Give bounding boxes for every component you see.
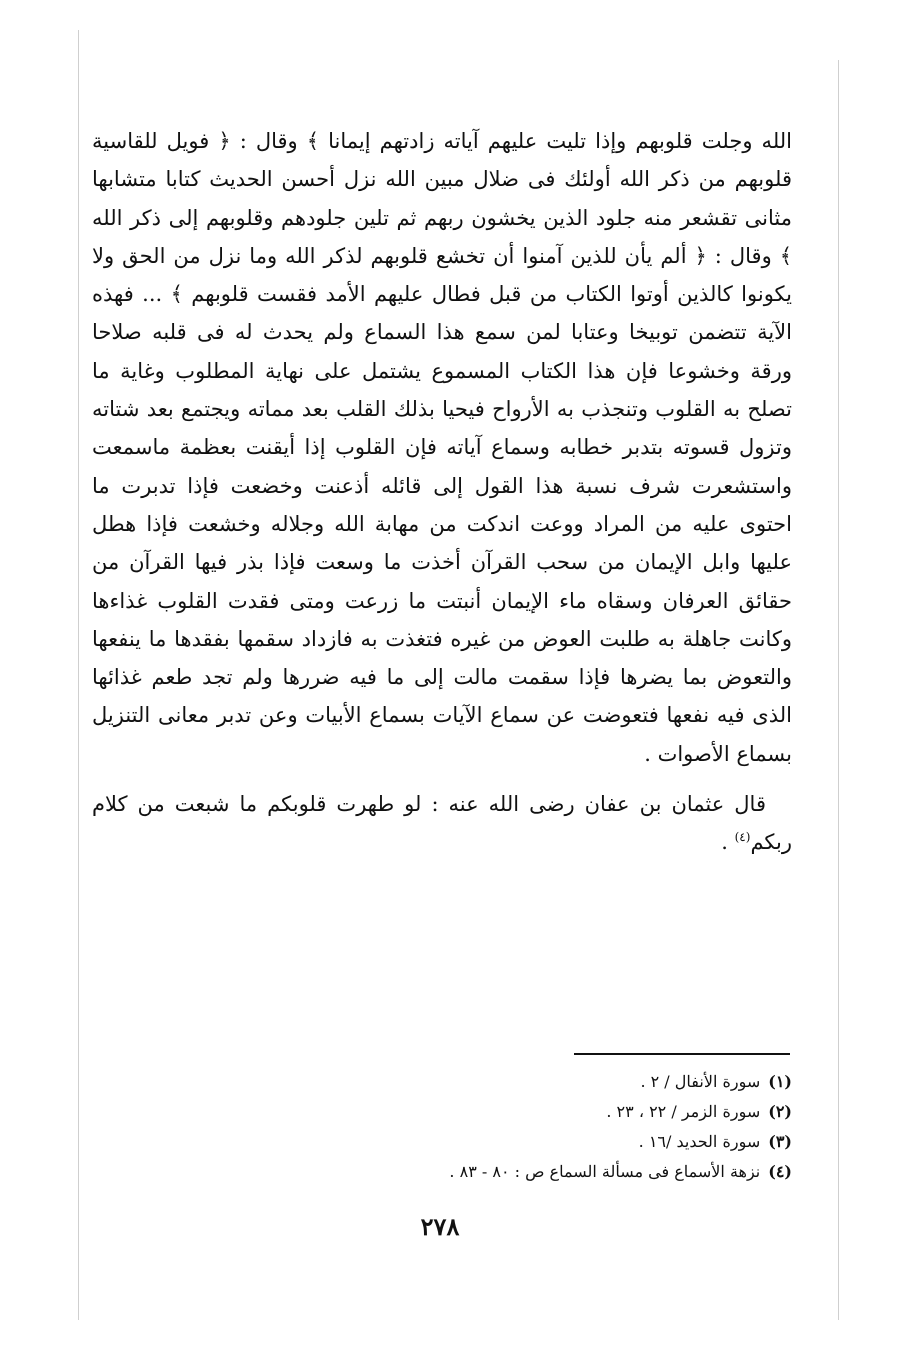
main-text: [92, 122, 792, 862]
footnote: [192, 1067, 792, 1097]
footnote-divider: [574, 1053, 790, 1055]
scan-artifact-line: [838, 60, 839, 1320]
footnote-ref: (٤): [734, 830, 751, 845]
footnote-text: سورة الحديد /١٦ .: [638, 1132, 761, 1151]
footnote-number: (١): [768, 1072, 792, 1091]
footnote-number: (٤): [768, 1162, 792, 1181]
page-number: ٢٧٨: [420, 1212, 460, 1241]
footnote-number: (٣): [768, 1132, 792, 1151]
paragraph: [92, 122, 792, 773]
footnote-text: نزهة الأسماع فى مسألة السماع ص : ٨٠ - ٨٣ .: [449, 1162, 761, 1181]
paragraph-text: الله وجلت قلوبهم وإذا تليت عليهم آياته زادتهم إيمانا ﴾ وقال : ﴿ فويل للقاسية قلوبهم من ذكر الله أولئك فى ضلال مبين الله نزل أحسن الحديث كتابا متشابها مثانى تقشعر منه جلود الذين يخشون ربهم ثم تلين جلودهم وقلوبهم إلى ذكر الله ﴾ وقال : ﴿ ألم يأن للذين آمنوا أن تخشع قلوبهم لذكر الله وما نزل من الحق ولا يكونوا كالذين أوتوا الكتاب من قبل فطال عليهم الأمد فقست قلوبهم ﴾ ... فهذه الآية تتضمن توبيخا وعتابا لمن سمع هذا السماع ولم يحدث له فى قلبه صلاحا ورقة وخشوعا فإن هذا الكتاب المسموع يشتمل على نهاية المطلوب وغاية ما تصلح به القلوب وتنجذب به الأرواح فيحيا بذلك القلب بعد مماته ويجتمع بعد شتاته وتزول قسوته بتدبر خطابه وسماع آياته فإن القلوب إذا أيقنت بعظمة ماسمعت واستشعرت شرف نسبة هذا القول إلى قائله أذعنت وخضعت فإذا تدبرت ما احتوى عليه من المراد ووعت اندكت من مهابة الله وجلاله وخشعت فإذا هطل عليها وابل الإيمان من سحب القرآن أخذت ما وسعت فإذا بذر فيها القرآن من حقائق العرفان وسقاه ماء الإيمان أنبتت ما زرعت ومتى فقدت القلوب غذاءها وكانت جاهلة به طلبت العوض من غيره فتغذت به فازداد سقمها بفقدها ما ينفعها والتعوض بما يضرها فإذا سقمت مالت إلى ما فيه ضررها ولم تجد طعم غذائها الذى فيه نفعها فتعوضت عن سماع الآيات بسماع الأبيات وعن تدبر معانى التنزيل بسماع الأصوات .: [92, 129, 792, 766]
footnotes: [192, 1067, 792, 1187]
paragraph-text: قال عثمان بن عفان رضى الله عنه : لو طهرت قلوبكم ما شبعت من كلام ربكم: [92, 792, 792, 855]
footnote: [192, 1157, 792, 1187]
footnote-text: سورة الزمر / ٢٢ ، ٢٣ .: [606, 1102, 761, 1121]
paragraph: [92, 785, 792, 862]
scan-artifact-line: [78, 30, 79, 1320]
footnote-number: (٢): [768, 1102, 792, 1121]
footnote: [192, 1127, 792, 1157]
footnote-text: سورة الأنفال / ٢ .: [640, 1072, 761, 1091]
paragraph-end: .: [721, 830, 735, 855]
footnote: [192, 1097, 792, 1127]
